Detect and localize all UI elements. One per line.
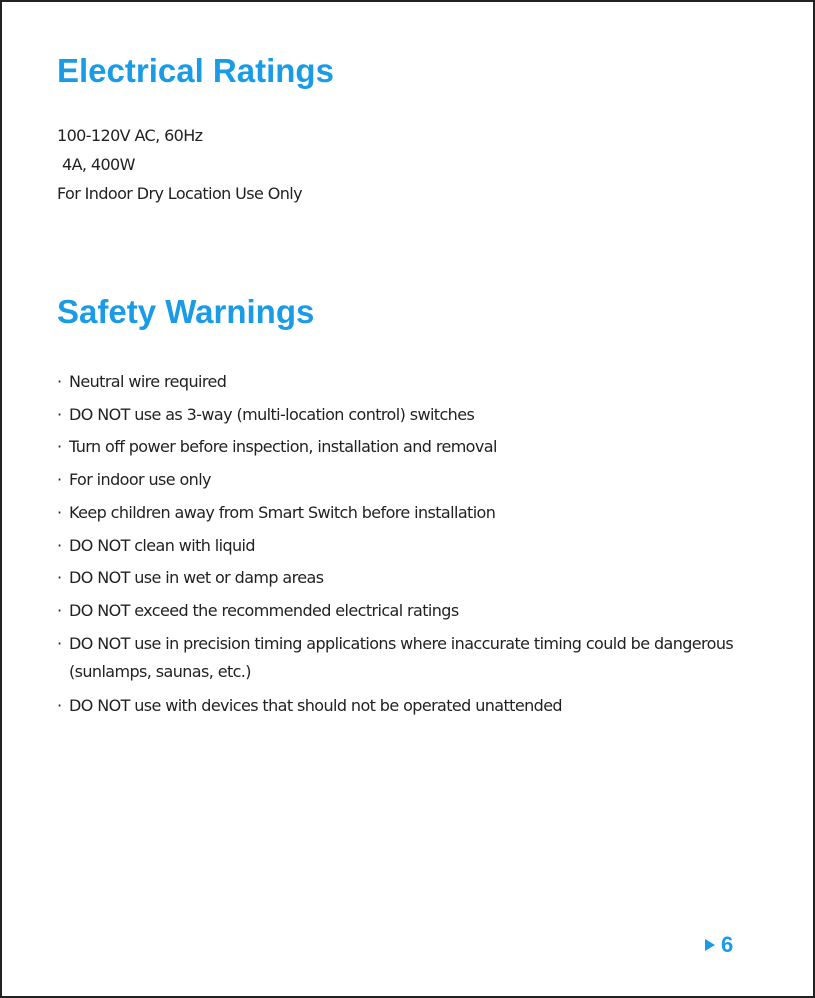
warning-item	[57, 628, 777, 690]
warning-item	[57, 366, 777, 399]
bullet-icon: ·	[57, 502, 62, 522]
bullet-icon: ·	[57, 568, 62, 588]
play-triangle-icon	[705, 939, 715, 951]
warning-text: Turn off power before inspection, installation and removal	[69, 437, 497, 457]
warning-text: DO NOT use with devices that should not be operated unattended	[69, 695, 562, 715]
warning-text: DO NOT use in wet or damp areas	[69, 568, 324, 588]
bullet-icon: ·	[57, 600, 62, 620]
bullet-icon: ·	[57, 404, 62, 424]
warning-text: DO NOT clean with liquid	[69, 535, 255, 555]
warning-text: For indoor use only	[69, 470, 211, 490]
warning-text: DO NOT use in precision timing applications where inaccurate timing could be dangerous (sunlamps, saunas, etc.)	[69, 633, 734, 681]
warning-item	[57, 431, 777, 464]
warning-item	[57, 399, 777, 432]
bullet-icon: ·	[57, 535, 62, 555]
bullet-icon: ·	[57, 695, 62, 715]
page-number	[705, 932, 733, 958]
page-number-value: 6	[721, 932, 734, 957]
rating-voltage: 100-120V AC, 60Hz	[57, 126, 203, 145]
safety-warnings-list	[57, 366, 777, 722]
warning-text: DO NOT use as 3-way (multi-location control) switches	[69, 404, 475, 424]
bullet-icon: ·	[57, 437, 62, 457]
warning-item	[57, 530, 777, 563]
electrical-ratings-heading: Electrical Ratings	[57, 52, 334, 89]
warning-item	[57, 595, 777, 628]
warning-text: Neutral wire required	[69, 372, 227, 391]
warning-text: DO NOT exceed the recommended electrical ratings	[69, 600, 459, 620]
bullet-icon: ·	[57, 470, 62, 490]
safety-warnings-heading: Safety Warnings	[57, 293, 315, 330]
bullet-icon: ·	[57, 633, 62, 653]
rating-location: For Indoor Dry Location Use Only	[57, 184, 302, 203]
rating-current-power: 4A, 400W	[62, 155, 135, 174]
warning-item	[57, 497, 777, 530]
electrical-ratings-list	[57, 121, 302, 208]
warning-text: Keep children away from Smart Switch before installation	[69, 502, 496, 522]
warning-item	[57, 562, 777, 595]
warning-item	[57, 464, 777, 497]
warning-item	[57, 690, 777, 723]
bullet-icon: ·	[57, 372, 62, 391]
